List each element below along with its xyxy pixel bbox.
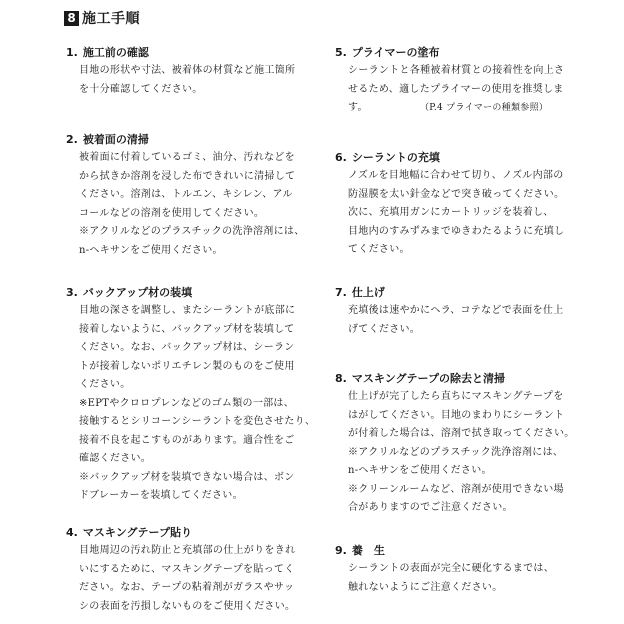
step-text-line: ※アクリルなどのプラスチック洗浄溶剤には、 [348, 446, 564, 458]
step-text-line: 目地周辺の汚れ防止と充填部の仕上がりをきれ [79, 545, 296, 556]
step-text-line: から拭きか溶剤を浸した布できれいに清掃して [79, 170, 296, 182]
step-body [79, 542, 295, 616]
step-text-line: 次に、充填用ガンにカートリッジを装着し、 [348, 207, 554, 218]
step-body [79, 149, 305, 260]
step-title: 7. 仕上げ [335, 286, 385, 299]
reference-note: （P.4 プライマーの種類参照） [420, 103, 549, 113]
step-text-line: 目地の深さを調整し、またシーラントが底部に [79, 305, 296, 316]
step-text-line: せるため、適したプライマーの使用を推奨しま [348, 83, 564, 95]
step-text-line: 仕上げが完了したら直ちにマスキングテープを [348, 391, 564, 402]
step-text-line: が付着した場合は、溶剤で拭き取ってください。 [348, 428, 575, 439]
step-6 [335, 149, 564, 260]
step-text-line: n-ヘキサンをご使用ください。 [79, 244, 223, 256]
step-title: 8. マスキングテープの除去と清掃 [335, 372, 505, 385]
step-text-line: 確認ください。 [79, 453, 152, 464]
step-title: 3. バックアップ材の装填 [66, 286, 193, 299]
step-body [348, 167, 564, 260]
step-text-line: ください。溶剤は、トルエン、キシレン、アル [79, 189, 293, 200]
step-text-line: 目地内のすみずみまでゆきわたるように充填し [348, 225, 565, 237]
step-text-line: 充填後は速やかにヘラ、コテなどで表面を仕上 [348, 305, 564, 316]
step-text-line: ※アクリルなどのプラスチックの洗浄溶剤には、 [79, 226, 305, 237]
step-body [79, 62, 295, 99]
step-5 [335, 44, 564, 118]
step-9 [335, 542, 554, 597]
step-text-line: 接触するとシリコーンシーラントを変色させたり、 [79, 416, 316, 427]
step-text-line: 触れないようにご注意ください。 [348, 581, 503, 593]
step-8 [335, 370, 575, 518]
step-1 [66, 44, 295, 99]
step-text-line: ドブレーカーを装填してください。 [79, 490, 243, 501]
step-4 [66, 524, 295, 616]
step-text-line: ※EPTやクロロプレンなどのゴム類の一部は、 [79, 397, 295, 409]
step-title: 6. シーラントの充填 [335, 151, 440, 164]
step-2 [66, 131, 305, 260]
step-title: 9. 養 生 [335, 544, 385, 557]
step-title: 2. 被着面の清掃 [66, 133, 149, 146]
step-body [348, 560, 554, 597]
step-7 [335, 284, 564, 339]
step-body [348, 388, 575, 518]
step-text-line: はがしてください。目地のまわりにシーラント [348, 409, 565, 421]
step-text-line: 接着しないように、バックアップ材を装填して [79, 323, 295, 335]
step-title: 1. 施工前の確認 [66, 46, 149, 59]
step-text-line: げてください。 [348, 323, 421, 335]
step-text-line: 被着面に付着しているゴミ、油分、汚れなどを [79, 152, 295, 163]
step-title: 4. マスキングテープ貼り [66, 526, 192, 539]
step-text-line: シーラントと各種被着材質との接着性を向上さ [348, 65, 565, 76]
step-text-line: トが接着しないポリエチレン製のものをご使用 [79, 360, 295, 372]
page-title: 施工手順 [82, 11, 140, 27]
step-text-line: ください。なお、バックアップ材は、シーラン [79, 342, 295, 353]
step-text-line: シーラントの表面が完全に硬化するまでは、 [348, 563, 554, 574]
section-number-badge: 8 [64, 11, 79, 26]
step-title: 5. プライマーの塗布 [335, 46, 440, 59]
step-text-line: ください。 [79, 379, 131, 390]
step-body [348, 302, 564, 339]
step-text-line: コールなどの溶剤を使用してください。 [79, 207, 265, 219]
step-body [348, 62, 564, 118]
step-text-line: ※クリーンルームなど、溶剤が使用できない場 [348, 483, 564, 495]
step-text-line: す。 （P.4 プライマーの種類参照） [348, 99, 564, 118]
step-text-line: 目地の形状や寸法、被着体の材質など施工箇所 [79, 65, 296, 76]
step-body [79, 302, 315, 506]
step-3 [66, 284, 315, 506]
step-text-line: てください。 [348, 244, 410, 255]
step-text-line: ノズルを目地幅に合わせて切り、ノズル内部の [348, 170, 564, 181]
step-text-line: シの表面を汚損しないものをご使用ください。 [79, 600, 296, 612]
step-text-line: ださい。なお、テープの粘着剤がガラスやサッ [79, 582, 295, 593]
step-text-line: 接着不良を起こすものがあります。適合性をご [79, 434, 295, 446]
step-text-line: ※バックアップ材を装填できない場合は、ボン [79, 471, 295, 483]
section-header [64, 8, 140, 28]
step-text-line: を十分確認してください。 [79, 83, 203, 95]
step-text-line: 防湿膜を太い針金などで突き破ってください。 [348, 188, 565, 200]
step-text-line: 合がありますのでご注意ください。 [348, 502, 513, 513]
step-text-line: n-ヘキサンをご使用ください。 [348, 465, 492, 476]
step-text-line: いにするために、マスキングテープを貼ってく [79, 563, 295, 575]
